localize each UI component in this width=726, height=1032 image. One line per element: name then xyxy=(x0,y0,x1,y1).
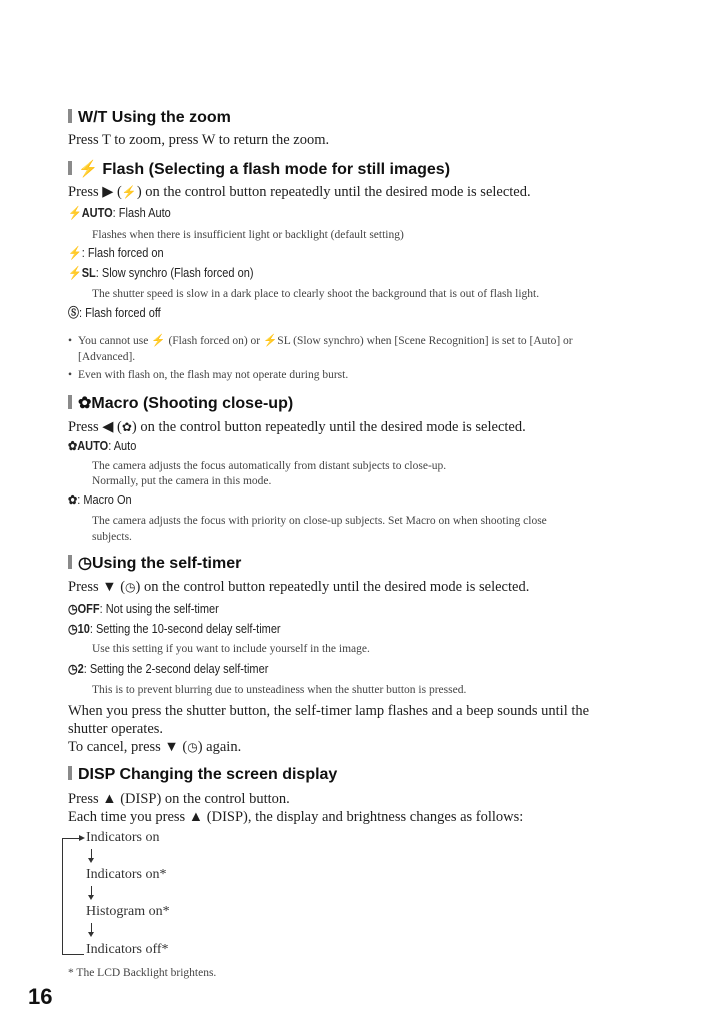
cycle-arrow-icon xyxy=(79,835,85,841)
section-bar xyxy=(68,766,72,780)
disp-heading-text: DISP Changing the screen display xyxy=(78,766,338,783)
flash-note-2: • Even with flash on, the flash may not operate during burst. xyxy=(68,369,349,381)
page-number: 16 xyxy=(28,984,53,1009)
zoom-heading xyxy=(68,108,231,128)
macro-icon: ✿ xyxy=(121,420,132,434)
flash-option-slow-synchro: ⚡SL: Slow synchro (Flash forced on) xyxy=(68,266,254,280)
timer-10s-desc: Use this setting if you want to include yourself in the image. xyxy=(92,643,370,655)
self-timer-icon: ◷ xyxy=(78,555,92,572)
timer-intro: Press ▼ (◷) on the control button repeatedly until the desired mode is selected. xyxy=(68,579,530,595)
macro-auto-desc-1: The camera adjusts the focus automatically from distant subjects to close-up. xyxy=(92,460,447,472)
zoom-text: Press T to zoom, press W to return the zoom. xyxy=(68,132,330,148)
flow-step-4: Indicators off* xyxy=(86,942,169,957)
section-bar xyxy=(68,555,72,569)
timer-cancel: To cancel, press ▼ (◷) again. xyxy=(68,739,242,755)
macro-intro: Press ◀ (✿) on the control button repeatedly until the desired mode is selected. xyxy=(68,419,526,435)
flash-heading xyxy=(68,160,450,180)
timer-2s-icon: ◷2 xyxy=(68,662,84,676)
flash-note-1-cont: [Advanced]. xyxy=(78,351,136,363)
flow-step-3: Histogram on* xyxy=(86,904,170,919)
flash-note-1: • You cannot use ⚡ (Flash forced on) or ⚡SL (Slow synchro) when [Scene Recognition] is set to [Auto] or xyxy=(68,335,573,347)
zoom-heading-text: W/T Using the zoom xyxy=(78,109,231,126)
flow-step-2: Indicators on* xyxy=(86,867,167,882)
flash-option-forced-on: ⚡: Flash forced on xyxy=(68,246,164,260)
disp-heading xyxy=(68,765,337,785)
cycle-bracket xyxy=(62,838,63,954)
self-timer-icon: ◷ xyxy=(125,580,136,594)
section-bar xyxy=(68,395,72,409)
flash-slow-synchro-icon: ⚡SL xyxy=(68,266,96,280)
macro-option-auto: ✿AUTO: Auto xyxy=(68,439,137,453)
flow-step-1: Indicators on xyxy=(86,830,160,845)
flash-heading-text: Flash (Selecting a flash mode for still images) xyxy=(102,161,451,178)
flash-auto-desc: Flashes when there is insufficient light or backlight (default setting) xyxy=(92,229,404,241)
macro-option-on: ✿: Macro On xyxy=(68,493,132,507)
cycle-bracket-bottom xyxy=(62,954,84,955)
disp-line-2: Each time you press ▲ (DISP), the display and brightness changes as follows: xyxy=(68,809,524,825)
section-bar xyxy=(68,161,72,175)
macro-heading xyxy=(68,394,293,414)
timer-option-2s: ◷2: Setting the 2-second delay self-timer xyxy=(68,662,269,676)
timer-option-10s: ◷10: Setting the 10-second delay self-timer xyxy=(68,622,281,636)
macro-icon: ✿ xyxy=(78,395,92,412)
timer-10s-icon: ◷10 xyxy=(68,622,90,636)
self-timer-icon: ◷ xyxy=(187,740,198,754)
flash-option-forced-off: Ⓢ: Flash forced off xyxy=(68,306,161,320)
disp-footnote: * The LCD Backlight brightens. xyxy=(68,967,217,979)
timer-option-off: ◷OFF: Not using the self-timer xyxy=(68,602,219,616)
macro-auto-icon: ✿AUTO xyxy=(68,439,109,453)
flash-icon: ⚡ xyxy=(78,161,98,178)
macro-on-icon: ✿ xyxy=(68,493,78,507)
macro-on-desc-2: subjects. xyxy=(92,531,132,543)
timer-2s-desc: This is to prevent blurring due to unsteadiness when the shutter button is pressed. xyxy=(92,684,467,696)
flash-auto-icon: ⚡AUTO xyxy=(68,206,113,220)
macro-heading-text: Macro (Shooting close-up) xyxy=(91,395,294,412)
timer-off-icon: ◷OFF xyxy=(68,602,100,616)
timer-heading xyxy=(68,554,241,574)
timer-para-1: When you press the shutter button, the self-timer lamp flashes and a beep sounds until the xyxy=(68,703,590,719)
flash-option-auto: ⚡AUTO: Flash Auto xyxy=(68,206,171,220)
flash-on-icon: ⚡ xyxy=(68,246,82,260)
disp-line-1: Press ▲ (DISP) on the control button. xyxy=(68,791,290,807)
flash-icon: ⚡ xyxy=(121,185,137,199)
macro-auto-desc-2: Normally, put the camera in this mode. xyxy=(92,475,272,487)
macro-on-desc-1: The camera adjusts the focus with priority on close-up subjects. Set Macro on when shooting close xyxy=(92,515,547,527)
flash-intro: Press ▶ (⚡) on the control button repeatedly until the desired mode is selected. xyxy=(68,184,531,200)
timer-para-2: shutter operates. xyxy=(68,721,164,737)
section-bar xyxy=(68,109,72,123)
timer-heading-text: Using the self-timer xyxy=(91,555,242,572)
flash-off-icon: Ⓢ xyxy=(68,306,80,320)
flash-slow-synchro-desc: The shutter speed is slow in a dark place to clearly shoot the background that is out of flash light. xyxy=(92,288,540,300)
